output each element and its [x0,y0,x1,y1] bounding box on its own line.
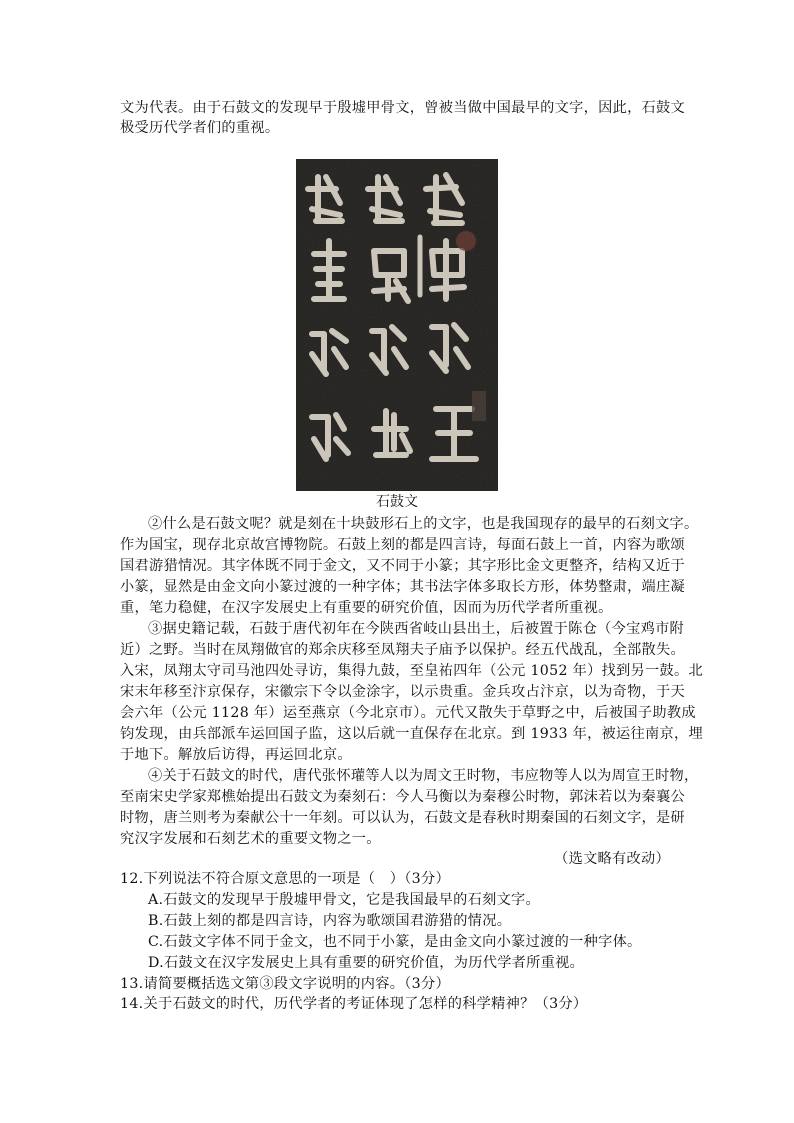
para3-line-6: 钧发现，由兵部派车运回国子监，这以后就一直保存在北京。到 1933 年，被运往南京，埋 [120,726,703,742]
stone-drum-rubbing-image [296,159,498,491]
para3-line-7: 于地下。解放后访得，再运回北京。 [120,747,352,763]
figure-caption: 石鼓文 [376,494,418,510]
para4-line-2: 至南宋史学家郑樵始提出石鼓文为秦刻石：今人马衡以为秦穆公时物，郭沫若以为秦襄公 [120,789,686,805]
para2-line-3: 国君游猎情况。其字体既不同于金文，又不同于小篆；其字形比金文更整齐，结构又近于 [120,558,686,574]
para3-line-1: ③据史籍记载，石鼓于唐代初年在今陕西省岐山县出土，后被置于陈仓（今宝鸡市附 [148,621,685,637]
para3-line-5: 会六年（公元 1128 年）运至燕京（今北京市）。元代又散失于草野之中，后被国子助教成 [120,705,696,721]
question-12-option-d: D.石鼓文在汉字发展史上具有重要的研究价值，为历代学者所重视。 [148,955,585,971]
question-12-option-c: C.石鼓文字体不同于金文，也不同于小篆，是由金文向小篆过渡的一种字体。 [148,934,642,950]
question-12-option-b: B.石鼓上刻的都是四言诗，内容为歌颂国君游猎的情况。 [148,913,512,929]
para3-line-3: 入宋，凤翔太守司马池四处寻访，集得九鼓，至皇祐四年（公元 1052 年）找到另一鼓。北 [120,663,703,679]
source-note: （选文略有改动） [554,851,670,867]
intro-line-2: 极受历代学者们的重视。 [120,120,280,136]
para3-line-4: 宋末年移至汴京保存，宋徽宗下令以金涂字，以示贵重。金兵攻占汴京，以为奇物，于天 [120,684,686,700]
para4-line-3: 时物，唐兰则考为秦献公十一年刻。可以认为，石鼓文是春秋时期秦国的石刻文字，是研 [120,810,686,826]
question-14: 14.关于石鼓文的时代，历代学者的考证体现了怎样的科学精神？（3分） [120,996,588,1012]
intro-line-1: 文为代表。由于石鼓文的发现早于殷墟甲骨文，曾被当做中国最早的文字，因此，石鼓文 [120,100,686,116]
question-12: 12.下列说法不符合原文意思的一项是（ ）（3分） [120,871,450,887]
para4-line-4: 究汉字发展和石刻艺术的重要文物之一。 [120,831,381,847]
question-12-option-a: A.石鼓文的发现早于殷墟甲骨文，它是我国最早的石刻文字。 [148,892,541,908]
para4-line-1: ④关于石鼓文的时代，唐代张怀瓘等人以为周文王时物，韦应物等人以为周宣王时物， [148,768,699,784]
para2-line-1: ②什么是石鼓文呢？就是刻在十块鼓形石上的文字，也是我国现存的最早的石刻文字。 [148,516,699,532]
para3-line-2: 近）之野。当时在凤翔做官的郑余庆移至凤翔夫子庙予以保护。经五代战乱，全部散失。 [120,642,686,658]
para2-line-2: 作为国宝，现存北京故宫博物院。石鼓上刻的都是四言诗，每面石鼓上一首，内容为歌颂 [120,537,686,553]
para2-line-4: 小篆，显然是由金文向小篆过渡的一种字体；其书法字体多取长方形，体势整肃，端庄凝 [120,579,686,595]
question-13: 13.请简要概括选文第③段文字说明的内容。（3分） [120,976,450,992]
para2-line-5: 重，笔力稳健，在汉字发展史上有重要的研究价值，因而为历代学者所重视。 [120,600,613,616]
